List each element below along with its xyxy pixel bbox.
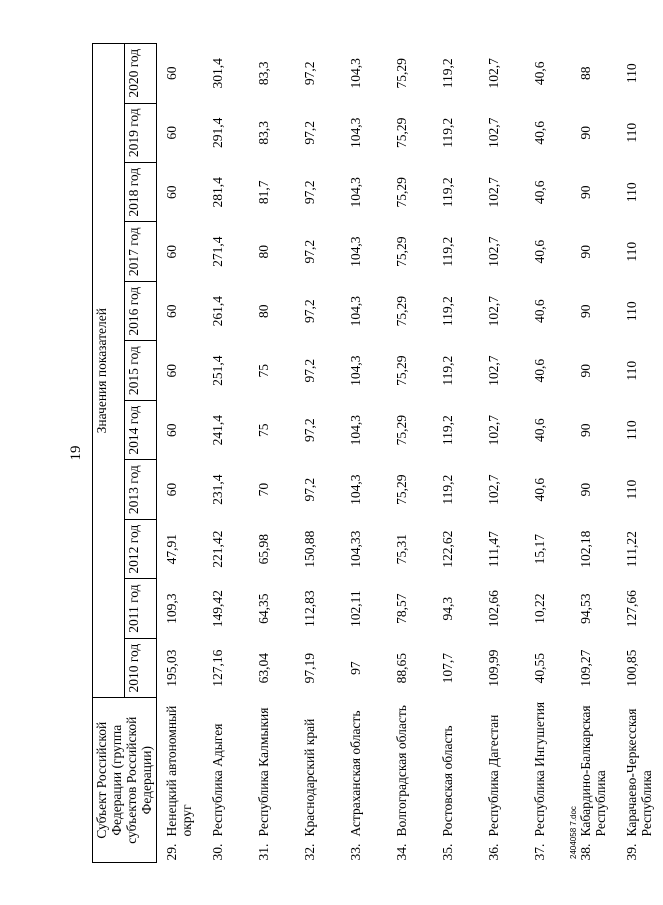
value-cell: 97,2 — [301, 477, 317, 501]
value-cell: 75,29 — [393, 295, 409, 326]
value-cell: 60 — [164, 244, 180, 258]
row-subject-name: Волгоградская область — [393, 704, 409, 836]
value-cell: 102,11 — [347, 589, 363, 627]
value-cell: 231,4 — [209, 473, 225, 505]
value-cell: 107,7 — [439, 652, 455, 683]
value-cell: 47,91 — [164, 533, 180, 564]
row-number: 35. — [439, 843, 455, 860]
table-row — [157, 43, 203, 862]
value-cell: 102,18 — [577, 530, 593, 568]
row-number: 37. — [531, 843, 547, 860]
value-cell: 110 — [623, 62, 639, 83]
value-cell: 291,4 — [209, 117, 225, 148]
row-number: 34. — [393, 843, 409, 860]
value-cell: 60 — [164, 482, 180, 496]
value-cell: 251,4 — [209, 355, 225, 386]
value-cell: 64,35 — [255, 592, 271, 624]
value-cell: 83,3 — [255, 120, 271, 145]
value-cell: 63,04 — [255, 652, 271, 683]
value-cell: 90 — [577, 422, 593, 437]
header-year: 2010 год — [125, 638, 157, 697]
value-cell: 119,2 — [439, 236, 455, 267]
value-cell: 75 — [255, 363, 271, 377]
value-cell: 40,6 — [531, 179, 547, 204]
header-year: 2020 год — [125, 43, 157, 103]
row-subject-name: Краснодарский край — [301, 718, 317, 836]
row-subject-name: Республика Адыгея — [209, 723, 225, 836]
table-row — [341, 43, 387, 862]
value-cell: 119,2 — [439, 474, 455, 505]
value-cell: 83,3 — [255, 60, 271, 85]
value-cell: 80 — [255, 244, 271, 258]
header-year: 2019 год — [125, 103, 157, 162]
value-cell: 90 — [577, 363, 593, 377]
row-number: 29. — [164, 843, 180, 860]
row-subject-cell — [157, 697, 203, 862]
value-cell: 40,6 — [531, 477, 547, 501]
row-number: 39. — [623, 843, 639, 860]
value-cell: 127,16 — [209, 649, 225, 687]
value-cell: 104,3 — [347, 355, 363, 386]
row-subject-cell — [295, 697, 341, 862]
value-cell: 97,2 — [301, 60, 317, 85]
value-cell: 104,3 — [347, 473, 363, 505]
value-cell: 104,3 — [347, 236, 363, 267]
header-year: 2015 год — [125, 340, 157, 399]
row-number: 30. — [209, 843, 225, 860]
value-cell: 102,7 — [485, 295, 501, 326]
value-cell: 60 — [164, 66, 180, 80]
table-row — [387, 43, 433, 862]
value-cell: 104,3 — [347, 295, 363, 326]
row-subject-name: Карачаево-Черкесская Республика — [623, 708, 654, 836]
value-cell: 127,66 — [623, 589, 639, 627]
value-cell: 75,29 — [393, 176, 409, 207]
value-cell: 110 — [623, 479, 639, 500]
value-cell: 90 — [577, 185, 593, 199]
value-cell: 102,66 — [485, 589, 501, 627]
row-subject-name: Кабардино-Балкарская Республика — [577, 704, 608, 836]
value-cell: 109,27 — [577, 649, 593, 687]
value-cell: 100,85 — [623, 649, 639, 687]
row-subject-cell — [617, 697, 663, 862]
row-subject-name: Республика Калмыкия — [255, 707, 271, 836]
row-subject-cell — [387, 697, 433, 862]
rotated-page — [60, 43, 654, 863]
value-cell: 104,3 — [347, 117, 363, 148]
table-row — [433, 43, 479, 862]
value-cell: 102,7 — [485, 355, 501, 386]
value-cell: 97,2 — [301, 120, 317, 145]
value-cell: 40,6 — [531, 239, 547, 264]
value-cell: 119,2 — [439, 57, 455, 88]
value-cell: 40,6 — [531, 120, 547, 145]
value-cell: 60 — [164, 363, 180, 377]
value-cell: 122,62 — [439, 530, 455, 568]
value-cell: 75,29 — [393, 414, 409, 445]
value-cell: 97,2 — [301, 417, 317, 442]
row-subject-name: Астраханская область — [347, 710, 363, 836]
value-cell: 119,2 — [439, 414, 455, 445]
value-cell: 150,88 — [301, 530, 317, 568]
value-cell: 15,17 — [531, 533, 547, 564]
table-row — [249, 43, 295, 862]
row-subject-name: Республика Дагестан — [485, 714, 501, 836]
value-cell: 102,7 — [485, 117, 501, 148]
value-cell: 111,22 — [623, 530, 639, 567]
value-cell: 75,29 — [393, 117, 409, 148]
value-cell: 112,83 — [301, 589, 317, 627]
value-cell: 110 — [623, 300, 639, 321]
table-row — [203, 43, 249, 862]
value-cell: 104,33 — [347, 530, 363, 568]
value-cell: 60 — [164, 303, 180, 318]
value-cell: 104,3 — [347, 176, 363, 207]
table-row — [525, 43, 571, 862]
value-cell: 102,7 — [485, 57, 501, 88]
row-subject-cell — [479, 697, 525, 862]
value-cell: 90 — [577, 482, 593, 496]
header-year: 2013 год — [125, 459, 157, 518]
value-cell: 60 — [164, 185, 180, 199]
value-cell: 110 — [623, 419, 639, 440]
value-cell: 111,47 — [485, 530, 501, 567]
value-cell: 102,7 — [485, 414, 501, 445]
table-row — [571, 43, 617, 862]
value-cell: 40,6 — [531, 358, 547, 383]
value-cell: 40,55 — [531, 652, 547, 683]
row-number: 36. — [485, 843, 501, 860]
row-subject-cell — [249, 697, 295, 862]
value-cell: 78,57 — [393, 592, 409, 624]
value-cell: 119,2 — [439, 176, 455, 207]
header-year: 2012 год — [125, 519, 157, 578]
value-cell: 75,29 — [393, 473, 409, 505]
value-cell: 60 — [164, 125, 180, 140]
header-year: 2018 год — [125, 162, 157, 221]
value-cell: 104,3 — [347, 57, 363, 88]
table-row — [295, 43, 341, 862]
value-cell: 271,4 — [209, 236, 225, 267]
value-cell: 97,2 — [301, 239, 317, 264]
value-cell: 10,22 — [531, 592, 547, 624]
value-cell: 75,31 — [393, 533, 409, 564]
table-row — [617, 43, 663, 862]
value-cell: 119,2 — [439, 355, 455, 386]
header-year: 2016 год — [125, 281, 157, 340]
table-row — [479, 43, 525, 862]
value-cell: 88,65 — [393, 652, 409, 683]
header-values-group: Значения показателей — [93, 43, 125, 697]
header-year: 2014 год — [125, 400, 157, 459]
row-number: 33. — [347, 843, 363, 860]
file-footer: 2404058 7.doc — [569, 805, 578, 859]
value-cell: 110 — [623, 360, 639, 381]
value-cell: 119,2 — [439, 295, 455, 326]
row-subject-cell — [525, 697, 571, 862]
value-cell: 104,3 — [347, 414, 363, 445]
row-subject-name: Ростовская область — [439, 725, 455, 836]
value-cell: 301,4 — [209, 57, 225, 88]
row-subject-name: Республика Ингушетия — [531, 701, 547, 836]
value-cell: 40,6 — [531, 417, 547, 442]
row-subject-cell — [203, 697, 249, 862]
value-cell: 40,6 — [531, 298, 547, 323]
row-number: 38. — [577, 843, 593, 860]
value-cell: 195,03 — [164, 649, 180, 687]
page-number: 19 — [68, 445, 84, 460]
value-cell: 241,4 — [209, 414, 225, 445]
value-cell: 94,53 — [577, 592, 593, 624]
value-cell: 110 — [623, 241, 639, 262]
value-cell: 40,6 — [531, 60, 547, 85]
value-cell: 90 — [577, 303, 593, 318]
value-cell: 75 — [255, 422, 271, 437]
value-cell: 97,2 — [301, 298, 317, 323]
row-number: 32. — [301, 843, 317, 860]
value-cell: 149,42 — [209, 589, 225, 627]
value-cell: 102,7 — [485, 473, 501, 505]
value-cell: 81,7 — [255, 179, 271, 204]
value-cell: 97 — [347, 660, 363, 675]
value-cell: 70 — [255, 482, 271, 496]
row-subject-name: Ненецкий автономный округ — [164, 705, 195, 836]
value-cell: 97,2 — [301, 358, 317, 383]
indicators-table — [92, 43, 663, 863]
value-cell: 110 — [623, 122, 639, 143]
value-cell: 97,2 — [301, 179, 317, 204]
value-cell: 65,98 — [255, 533, 271, 564]
value-cell: 109,99 — [485, 649, 501, 687]
value-cell: 90 — [577, 244, 593, 258]
value-cell: 97,19 — [301, 652, 317, 683]
header-year: 2011 год — [125, 578, 157, 637]
value-cell: 75,29 — [393, 236, 409, 267]
value-cell: 88 — [577, 66, 593, 80]
header-year: 2017 год — [125, 221, 157, 280]
value-cell: 221,42 — [209, 530, 225, 568]
value-cell: 60 — [164, 422, 180, 437]
value-cell: 102,7 — [485, 176, 501, 207]
value-cell: 94,3 — [439, 596, 455, 620]
row-subject-cell — [433, 697, 479, 862]
value-cell: 261,4 — [209, 295, 225, 326]
value-cell: 102,7 — [485, 236, 501, 267]
row-subject-cell — [341, 697, 387, 862]
value-cell: 80 — [255, 303, 271, 318]
value-cell: 110 — [623, 181, 639, 202]
row-number: 31. — [255, 843, 271, 860]
value-cell: 75,29 — [393, 57, 409, 88]
value-cell: 109,3 — [164, 592, 180, 624]
value-cell: 119,2 — [439, 117, 455, 148]
value-cell: 75,29 — [393, 355, 409, 386]
header-subject: Субъект Российской Федерации (группа субъектов Российской Федерации) — [93, 697, 157, 862]
value-cell: 90 — [577, 125, 593, 140]
value-cell: 281,4 — [209, 176, 225, 207]
